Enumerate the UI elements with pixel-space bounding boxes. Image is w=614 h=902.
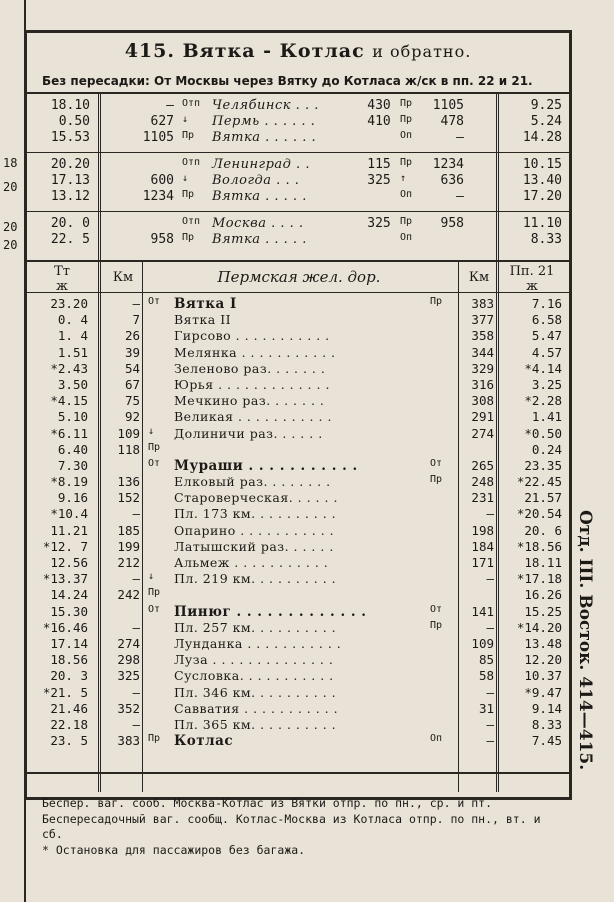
time-return: 11.10 <box>522 216 562 231</box>
station-name: Вятка . . . . . <box>212 189 307 204</box>
return-time: 16.26 <box>524 587 562 603</box>
return-time: 21.57 <box>524 490 562 506</box>
km-from-end: — <box>486 506 494 522</box>
direction-mark: Оп <box>400 189 413 200</box>
station-row <box>24 377 572 393</box>
direction-mark: Пр <box>400 157 413 168</box>
departure-time: 5.10 <box>57 409 88 425</box>
connection-row <box>24 130 572 146</box>
return-time: 13.48 <box>524 635 562 651</box>
return-time: 3.25 <box>531 376 562 392</box>
connection-group <box>24 98 572 146</box>
through-connections <box>24 98 572 248</box>
direction-mark: От <box>148 457 161 469</box>
direction-mark: ↓ <box>182 173 189 184</box>
left-edge-number: 20 <box>3 220 18 234</box>
return-time: 7.16 <box>531 296 562 311</box>
station-name: Вятка . . . . . <box>212 232 307 247</box>
km-outbound: 1105 <box>142 130 174 145</box>
km-from-end: 85 <box>478 652 494 668</box>
connection-row <box>24 114 572 130</box>
km-return: 478 <box>440 114 464 129</box>
km-from-end: 358 <box>471 328 494 344</box>
connection-row <box>24 173 572 189</box>
return-time: 12.20 <box>524 652 562 668</box>
station-row <box>24 393 572 409</box>
station-row <box>24 426 572 442</box>
station-name: Великая . . . . . . . . . . . <box>174 409 332 425</box>
direction-mark: От <box>430 603 443 615</box>
km-from-start: 26 <box>124 328 140 344</box>
km-outbound: — <box>166 98 174 113</box>
return-time: *2.28 <box>524 393 562 409</box>
timetable-title <box>24 40 572 62</box>
footnote: Беспер. ваг. сооб. Москва-Котлас из Вятки отпр. по пн., ср. и пт. <box>42 796 493 810</box>
train-number: 325 <box>367 173 391 188</box>
km-from-start: 383 <box>117 733 140 749</box>
time-return: 8.33 <box>530 232 562 247</box>
return-time: *20.54 <box>516 506 562 522</box>
departure-time: *10.4 <box>50 506 88 522</box>
km-outbound: 600 <box>150 173 174 188</box>
km-from-end: 198 <box>471 522 494 538</box>
km-from-end: 344 <box>471 344 494 360</box>
km-from-end: — <box>486 619 494 635</box>
departure-time: 20. 3 <box>50 668 88 684</box>
km-from-start: 67 <box>124 376 140 392</box>
return-time: *14.20 <box>516 619 562 635</box>
station-row <box>24 345 572 361</box>
route-name: Вятка - Котлас <box>182 40 365 62</box>
departure-time: 23.20 <box>50 296 88 311</box>
left-page-edge <box>0 0 26 902</box>
return-time: *4.14 <box>524 360 562 376</box>
left-edge-number: 18 <box>3 156 18 170</box>
station-row <box>24 685 572 701</box>
station-row <box>24 523 572 539</box>
time-outbound: 13.12 <box>50 189 90 204</box>
direction-mark: Пр <box>148 733 161 745</box>
departure-time: *13.37 <box>42 571 88 587</box>
km-from-start: 212 <box>117 555 140 570</box>
km-from-end: 329 <box>471 360 494 376</box>
km-from-start: — <box>132 716 140 732</box>
km-return: — <box>456 189 464 204</box>
station-row <box>24 652 572 668</box>
direction-mark: Пр <box>182 189 195 200</box>
departure-time: 15.30 <box>50 603 88 619</box>
station-name: Долиничи раз. . . . . . <box>174 425 323 441</box>
departure-time: 6.40 <box>57 441 88 457</box>
station-name: Пинюг . . . . . . . . . . . . . <box>174 603 367 620</box>
station-row <box>24 506 572 522</box>
station-name: Челябинск . . . <box>212 98 319 113</box>
direction-mark: Пр <box>182 232 195 243</box>
station-name: Вологда . . . <box>212 173 300 188</box>
station-name: Пермь . . . . . . <box>212 114 316 129</box>
station-name: Вятка I <box>174 296 237 312</box>
km-from-end: 308 <box>471 393 494 409</box>
station-row <box>24 668 572 684</box>
direction-mark: Пр <box>148 587 161 599</box>
station-row <box>24 620 572 636</box>
km-from-end: 141 <box>471 603 494 619</box>
direction-mark: ↑ <box>400 173 407 184</box>
km-outbound: 958 <box>150 232 174 247</box>
station-row <box>24 571 572 587</box>
footnotes <box>42 796 562 858</box>
footnote: Беспересадочный ваг. сообщ. Котлас-Москва из Котласа отпр. по пн., вт. и сб. <box>42 811 541 841</box>
return-time: *9.47 <box>524 684 562 700</box>
km-from-end: 58 <box>478 668 494 684</box>
station-name: Гирсово . . . . . . . . . . . <box>174 328 330 344</box>
departure-time: 21.46 <box>50 700 88 716</box>
km-from-start: — <box>132 571 140 587</box>
return-time: 9.14 <box>531 700 562 716</box>
route-suffix: и обратно. <box>372 42 472 61</box>
km-from-start: 39 <box>124 344 140 360</box>
km-from-end: 274 <box>471 425 494 441</box>
station-name: Вятка . . . . . . <box>212 130 317 145</box>
station-name: Староверческая. . . . . . <box>174 490 338 506</box>
return-time: 6.58 <box>531 312 562 328</box>
station-name: Латышский раз. . . . . . <box>174 538 334 554</box>
direction-mark: Отп <box>182 98 201 109</box>
departure-time: 12.56 <box>50 555 88 570</box>
km-from-end: 171 <box>471 555 494 570</box>
time-outbound: 20. 0 <box>50 216 90 231</box>
header-km-left: Км <box>112 270 134 285</box>
km-from-start: — <box>132 619 140 635</box>
train-number: 430 <box>367 98 391 113</box>
km-from-end: 377 <box>471 312 494 328</box>
train-number: 410 <box>367 114 391 129</box>
station-row <box>24 328 572 344</box>
km-return: 958 <box>440 216 464 231</box>
km-from-end: — <box>486 716 494 732</box>
station-name: Опарино . . . . . . . . . . . <box>174 522 335 538</box>
departure-time: *6.11 <box>50 425 88 441</box>
departure-time: 23. 5 <box>50 733 88 749</box>
train-number: 325 <box>367 216 391 231</box>
km-from-start: 352 <box>117 700 140 716</box>
km-from-start: 109 <box>117 425 140 441</box>
km-from-start: 199 <box>117 538 140 554</box>
footnote: * Остановка для пассажиров без багажа. <box>42 842 306 857</box>
time-return: 10.15 <box>522 157 562 172</box>
departure-time: 0. 4 <box>57 312 88 328</box>
station-name: Пл. 173 км. . . . . . . . . . <box>174 506 337 522</box>
direction-mark: От <box>148 296 161 307</box>
departure-time: 14.24 <box>50 587 88 603</box>
km-from-end: 383 <box>471 296 494 311</box>
return-time: *22.45 <box>516 474 562 490</box>
departure-time: *12. 7 <box>42 538 88 554</box>
km-return: 1234 <box>432 157 464 172</box>
return-time: 18.11 <box>524 555 562 570</box>
departure-time: *4.15 <box>50 393 88 409</box>
left-edge-number: 20 <box>3 238 18 252</box>
direction-mark: ↓ <box>148 425 155 437</box>
return-time: 15.25 <box>524 603 562 619</box>
station-name: Юрья . . . . . . . . . . . . . <box>174 376 330 392</box>
station-row <box>24 733 572 749</box>
time-outbound: 20.20 <box>50 157 90 172</box>
connection-row <box>24 98 572 114</box>
station-row <box>24 409 572 425</box>
km-from-start: — <box>132 506 140 522</box>
direction-mark: Пр <box>430 619 443 631</box>
header-train-left: Тт ж <box>54 264 70 294</box>
km-from-start: 152 <box>117 490 140 506</box>
km-from-start: 7 <box>132 312 140 328</box>
time-return: 9.25 <box>530 98 562 113</box>
connection-row <box>24 189 572 205</box>
station-row <box>24 587 572 603</box>
station-row <box>24 555 572 571</box>
connection-row <box>24 232 572 248</box>
station-row <box>24 539 572 555</box>
departure-time: *2.43 <box>50 360 88 376</box>
station-name: Альмеж . . . . . . . . . . . <box>174 555 329 570</box>
km-outbound: 1234 <box>142 189 174 204</box>
km-from-start: 118 <box>117 441 140 457</box>
time-return: 13.40 <box>522 173 562 188</box>
km-from-end: 109 <box>471 635 494 651</box>
km-from-start: 298 <box>117 652 140 668</box>
time-outbound: 15.53 <box>50 130 90 145</box>
through-service-subtitle: Без пересадки: От Москвы через Вятку до Котласа ж/ск в пп. 22 и 21. <box>42 74 533 88</box>
time-outbound: 22. 5 <box>50 232 90 247</box>
departure-time: 9.16 <box>57 490 88 506</box>
return-time: 23.35 <box>524 457 562 473</box>
station-name: Елковый раз. . . . . . . . <box>174 474 331 490</box>
return-time: 8.33 <box>531 716 562 732</box>
return-time: *17.18 <box>516 571 562 587</box>
km-from-end: 291 <box>471 409 494 425</box>
return-time: *0.50 <box>524 425 562 441</box>
direction-mark: Пр <box>182 130 195 141</box>
return-time: 1.41 <box>531 409 562 425</box>
departure-time: 11.21 <box>50 522 88 538</box>
connection-row <box>24 216 572 232</box>
station-row <box>24 717 572 733</box>
station-row <box>24 312 572 328</box>
station-row <box>24 361 572 377</box>
departure-time: 22.18 <box>50 716 88 732</box>
km-from-end: 184 <box>471 538 494 554</box>
km-from-start: — <box>132 296 140 311</box>
km-from-end: 248 <box>471 474 494 490</box>
station-row <box>24 604 572 620</box>
km-from-start: 185 <box>117 522 140 538</box>
station-name: Сусловка. . . . . . . . . . . <box>174 668 334 684</box>
return-time: *18.56 <box>516 538 562 554</box>
station-name: Пл. 257 км. . . . . . . . . . <box>174 619 337 635</box>
header-km-right: Км <box>468 270 490 285</box>
left-edge-number: 20 <box>3 180 18 194</box>
km-from-end: 316 <box>471 376 494 392</box>
station-name: Зеленово раз. . . . . . . <box>174 360 326 376</box>
return-time: 10.37 <box>524 668 562 684</box>
direction-mark: ↓ <box>182 114 189 125</box>
station-name: Вятка II <box>174 312 232 328</box>
station-name: Мураши . . . . . . . . . . . <box>174 457 358 474</box>
km-from-start: 54 <box>124 360 140 376</box>
time-return: 17.20 <box>522 189 562 204</box>
station-name: Котлас <box>174 733 234 750</box>
departure-time: 18.56 <box>50 652 88 668</box>
km-from-start: 242 <box>117 587 140 603</box>
km-from-start: 75 <box>124 393 140 409</box>
return-time: 20. 6 <box>524 522 562 538</box>
departure-time: 3.50 <box>57 376 88 392</box>
km-return: — <box>456 130 464 145</box>
station-name: Пл. 219 км. . . . . . . . . . <box>174 571 337 587</box>
header-railway: Пермская жел. дор. <box>217 268 381 286</box>
km-outbound: 627 <box>150 114 174 129</box>
connection-group <box>24 152 572 205</box>
direction-mark: Отп <box>182 157 201 168</box>
station-name: Москва . . . . <box>212 216 304 231</box>
direction-mark: Пр <box>430 296 443 307</box>
departure-time: 1. 4 <box>57 328 88 344</box>
connection-row <box>24 157 572 173</box>
time-return: 14.28 <box>522 130 562 145</box>
km-from-start: 274 <box>117 635 140 651</box>
station-row <box>24 636 572 652</box>
station-name: Мечкино раз. . . . . . . <box>174 393 325 409</box>
connection-group <box>24 211 572 248</box>
page-side-heading: Отд. III. Восток. 414—415. <box>575 510 595 771</box>
direction-mark: Пр <box>400 98 413 109</box>
km-from-end: — <box>486 733 494 749</box>
direction-mark: Пр <box>400 216 413 227</box>
km-from-end: 265 <box>471 457 494 473</box>
departure-time: *21. 5 <box>42 684 88 700</box>
direction-mark: Отп <box>182 216 201 227</box>
station-name: Пл. 365 км. . . . . . . . . . <box>174 716 337 732</box>
return-time: 5.47 <box>531 328 562 344</box>
station-row <box>24 442 572 458</box>
km-from-start: 136 <box>117 474 140 490</box>
timetable-page <box>24 20 572 872</box>
station-name: Лунданка . . . . . . . . . . . <box>174 635 342 651</box>
departure-time: 17.14 <box>50 635 88 651</box>
station-timetable <box>24 296 572 749</box>
train-number: 115 <box>367 157 391 172</box>
station-row <box>24 474 572 490</box>
header-train-right: Пп. 21 ж <box>509 264 555 294</box>
km-from-start: — <box>132 684 140 700</box>
departure-time: *8.19 <box>50 474 88 490</box>
station-name: Савватия . . . . . . . . . . . <box>174 700 339 716</box>
direction-mark: От <box>148 603 161 615</box>
km-return: 1105 <box>432 98 464 113</box>
direction-mark: Оп <box>400 130 413 141</box>
station-row <box>24 458 572 474</box>
station-name: Мелянка . . . . . . . . . . . <box>174 344 336 360</box>
departure-time: *16.46 <box>42 619 88 635</box>
direction-mark: Пр <box>430 474 443 486</box>
direction-mark: ↓ <box>148 571 155 583</box>
km-return: 636 <box>440 173 464 188</box>
return-time: 7.45 <box>531 733 562 749</box>
km-from-end: — <box>486 684 494 700</box>
km-from-end: 231 <box>471 490 494 506</box>
time-outbound: 0.50 <box>58 114 90 129</box>
station-row <box>24 296 572 312</box>
km-from-start: 92 <box>124 409 140 425</box>
station-name: Ленинград . . <box>212 157 310 172</box>
direction-mark: Пр <box>148 441 161 453</box>
table-number: 415. <box>124 40 175 62</box>
station-name: Пл. 346 км. . . . . . . . . . <box>174 684 337 700</box>
km-from-end: 31 <box>478 700 494 716</box>
km-from-start: 325 <box>117 668 140 684</box>
direction-mark: Оп <box>430 733 443 745</box>
station-row <box>24 490 572 506</box>
direction-mark: Оп <box>400 232 413 243</box>
km-from-end: — <box>486 571 494 587</box>
departure-time: 1.51 <box>57 344 88 360</box>
station-name: Луза . . . . . . . . . . . . . . <box>174 652 334 668</box>
direction-mark: От <box>430 457 443 469</box>
direction-mark: Пр <box>400 114 413 125</box>
return-time: 0.24 <box>531 441 562 457</box>
station-row <box>24 701 572 717</box>
departure-time: 7.30 <box>57 457 88 473</box>
time-return: 5.24 <box>530 114 562 129</box>
time-outbound: 18.10 <box>50 98 90 113</box>
return-time: 4.57 <box>531 344 562 360</box>
time-outbound: 17.13 <box>50 173 90 188</box>
